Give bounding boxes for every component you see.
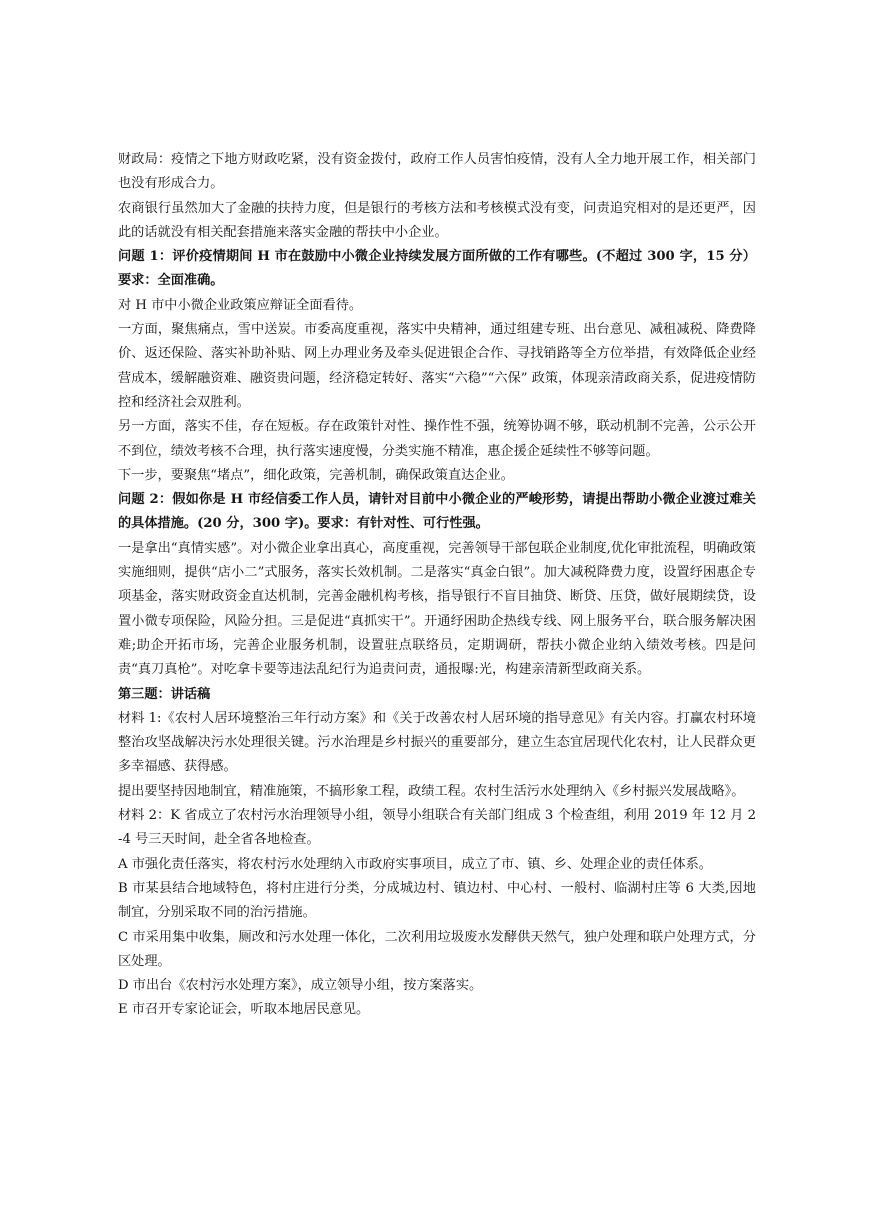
answer-1-next-step: 下一步，要聚焦“堵点”，细化政策，完善机制，确保政策直达企业。	[118, 467, 514, 483]
material-2: 材料 2：K 省成立了农村污水治理领导小组，领导小组联合有关部门组成 3 个检查组，利用 2019 年 12 月 2-4 号三天时间，赴全省各地检查。	[118, 808, 756, 848]
question-3-heading: 第三题：讲话稿	[118, 686, 211, 702]
answer-1-positive: 一方面，聚焦痛点，雪中送炭。市委高度重视，落实中央精神，通过组建专班、出台意见、减租减税、降费降价、返还保险、落实补助补贴、网上办理业务及牵头促进银企合作、寻找销路等全方位举措，有效降低企业经营成本，缓解融资难、融资贵问题，经济稳定转好、落实“六稳”“六保” 政策，体现亲清政商关系，促进疫情防控和经济社会双胜利。	[118, 322, 756, 410]
material-1: 材料 1:《农村人居环境整治三年行动方案》和《关于改善农村人居环境的指导意见》有关内容。打赢农村环境整治攻坚战解决污水处理很关键。污水治理是乡村振兴的重要部分，建立生态宜居现代化农村，让人民群众更多幸福感、获得感。	[118, 710, 756, 775]
city-e-item: E 市召开专家论证会，听取本地居民意见。	[118, 1002, 370, 1018]
material-1-continued: 提出要坚持因地制宜，精准施策，不搞形象工程，政绩工程。农村生活污水处理纳入《乡村振兴发展战略》。	[118, 783, 745, 799]
paragraph-finance-bureau: 财政局：疫情之下地方财政吃紧，没有资金拨付，政府工作人员害怕疫情，没有人全力地开展工作，相关部门也没有形成合力。	[118, 152, 756, 192]
city-b-item: B 市某县结合地域特色，将村庄进行分类，分成城边村、镇边村、中心村、一般村、临湖村庄等 6 大类,因地制宜，分别采取不同的治污措施。	[118, 880, 756, 921]
city-a-item: A 市强化责任落实，将农村污水处理纳入市政府实事项目，成立了市、镇、乡、处理企业的责任体系。	[118, 856, 712, 872]
answer-1-negative: 另一方面，落实不佳，存在短板。存在政策针对性、操作性不强，统筹协调不够，联动机制不完善，公示公开不到位，绩效考核不合理，执行落实速度慢，分类实施不精准，惠企援企延续性不够等问题。	[118, 419, 756, 459]
answer-1-intro: 对 H 市中小微企业政策应辩证全面看待。	[118, 297, 363, 313]
paragraph-rural-bank: 农商银行虽然加大了金融的扶持力度，但是银行的考核方法和考核模式没有变，问责追究相对的是还更严，因此的话就没有相关配套措施来落实金融的帮扶中小企业。	[118, 200, 756, 240]
city-c-item: C 市采用集中收集，厕改和污水处理一体化，二次利用垃圾废水发酵供天然气，独户处理和联户处理方式，分区处理。	[118, 929, 756, 969]
answer-2-measures: 一是拿出“真情实感”。对小微企业拿出真心，高度重视，完善领导干部包联企业制度,优化审批流程，明确政策实施细则，提供“店小二”式服务，落实长效机制。二是落实“真金白银”。加大减税降费力度，设置纾困惠企专项基金，落实财政资金直达机制，完善金融机构考核，指导银行不盲目抽贷、断贷、压贷，做好展期续贷，设置小微专项保险，风险分担。三是促进“真抓实干”。开通纾困助企热线专线、网上服务平台，联合服务解决困难;助企开拓市场，完善企业服务机制，设置驻点联络员，定期调研，帮扶小微企业纳入绩效考核。四是问责“真刀真枪”。对吃拿卡要等违法乱纪行为追责问责，通报曝:光，构建亲清新型政商关系。	[118, 540, 756, 678]
question-1-heading: 问题 1：评价疫情期间 H 市在鼓励中小微企业持续发展方面所做的工作有哪些。(不超过 300 字，15 分）要求：全面准确。	[118, 249, 756, 289]
city-d-item: D 市出台《农村污水处理方案》，成立领导小组，按方案落实。	[118, 978, 483, 994]
document-page	[118, 148, 756, 1023]
question-2-heading: 问题 2：假如你是 H 市经信委工作人员，请针对目前中小微企业的严峻形势，请提出帮助小微企业渡过难关的具体措施。(20 分，300 字)。要求：有针对性、可行性强。	[118, 492, 756, 532]
